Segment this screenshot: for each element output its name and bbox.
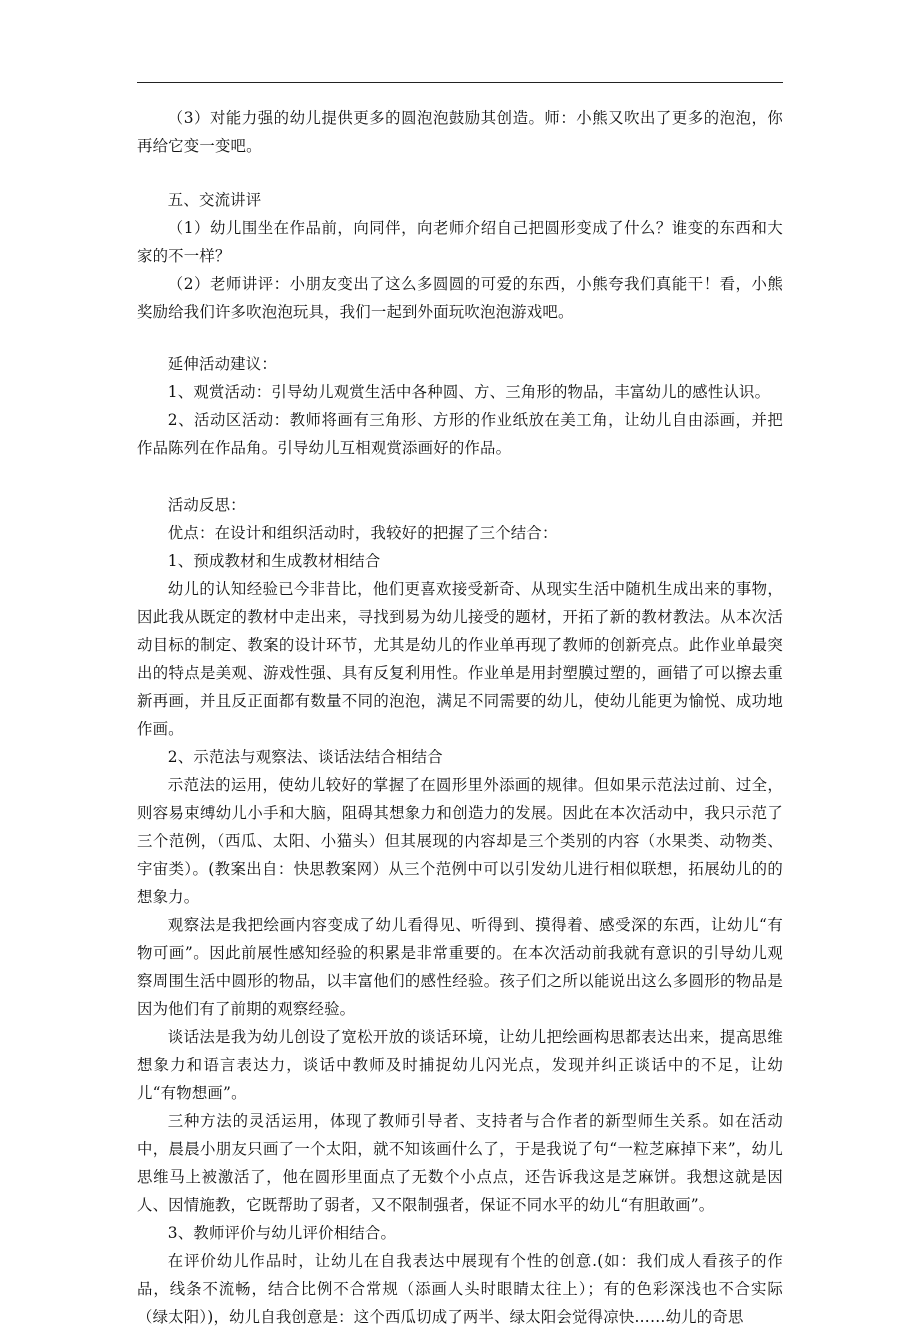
- header-rule: [137, 82, 783, 83]
- subheading: 3、教师评价与幼儿评价相结合。: [167, 1224, 397, 1242]
- paragraph: 在评价幼儿作品时，让幼儿在自我表达中展现有个性的创意.(如：我们成人看孩子的作品，线条不流畅，结合比例不合常规（添画人头时眼睛太往上）；有的色彩深浅也不合实际（绿太阳）)，幼儿自我创意是：这个西瓜切成了两半、绿太阳会觉得凉快……幼儿的奇思: [137, 1252, 783, 1326]
- spacer: [137, 326, 783, 350]
- paragraph: （1）幼儿围坐在作品前，向同伴，向老师介绍自己把圆形变成了什么？谁变的东西和大家的不一样？: [137, 219, 783, 265]
- paragraph: （3）对能力强的幼儿提供更多的圆泡泡鼓励其创造。师：小熊又吹出了更多的泡泡，你再给它变一变吧。: [137, 109, 783, 155]
- subheading: 1、预成教材和生成教材相结合: [167, 552, 381, 570]
- document-body: [137, 104, 783, 1331]
- section-heading: 五、交流讲评: [167, 191, 262, 209]
- paragraph: 优点：在设计和组织活动时，我较好的把握了三个结合：: [167, 524, 558, 542]
- section-heading: 延伸活动建议：: [167, 355, 277, 373]
- paragraph: 示范法的运用，使幼儿较好的掌握了在圆形里外添画的规律。但如果示范法过前、过全，则容易束缚幼儿小手和大脑，阻碍其想象力和创造力的发展。因此在本次活动中，我只示范了三个范例，（西瓜、太阳、小猫头）但其展现的内容却是三个类别的内容（水果类、动物类、宇宙类）。(教案出自：快思教案网）从三个范例中可以引发幼儿进行相似联想，拓展幼儿的的想象力。: [137, 776, 783, 906]
- paragraph: 幼儿的认知经验已今非昔比，他们更喜欢接受新奇、从现实生活中随机生成出来的事物，因此我从既定的教材中走出来，寻找到易为幼儿接受的题材，开拓了新的教材教法。从本次活动目标的制定、教案的设计环节，尤其是幼儿的作业单再现了教师的创新亮点。此作业单最突出的特点是美观、游戏性强、具有反复利用性。作业单是用封塑膜过塑的，画错了可以擦去重新再画，并且反正面都有数量不同的泡泡，满足不同需要的幼儿，使幼儿能更为愉悦、成功地作画。: [137, 580, 783, 738]
- paragraph: 观察法是我把绘画内容变成了幼儿看得见、听得到、摸得着、感受深的东西，让幼儿“有物可画”。因此前展性感知经验的积累是非常重要的。在本次活动前我就有意识的引导幼儿观察周围生活中圆形的物品，以丰富他们的感性经验。孩子们之所以能说出这么多圆形的物品是因为他们有了前期的观察经验。: [137, 916, 783, 1018]
- spacer: [137, 160, 783, 186]
- paragraph: （2）老师讲评：小朋友变出了这么多圆圆的可爱的东西，小熊夸我们真能干！看，小熊奖励给我们许多吹泡泡玩具，我们一起到外面玩吹泡泡游戏吧。: [137, 275, 783, 321]
- paragraph: 三种方法的灵活运用，体现了教师引导者、支持者与合作者的新型师生关系。如在活动中，晨晨小朋友只画了一个太阳，就不知该画什么了，于是我说了句“一粒芝麻掉下来”，幼儿思维马上被激活了，他在圆形里面点了无数个小点点，还告诉我这是芝麻饼。我想这就是因人、因情施教，它既帮助了弱者，又不限制强者，保证不同水平的幼儿“有胆敢画”。: [137, 1112, 783, 1214]
- paragraph: 2、活动区活动：教师将画有三角形、方形的作业纸放在美工角，让幼儿自由添画，并把作品陈列在作品角。引导幼儿互相观赏添画好的作品。: [137, 411, 783, 457]
- section-heading: 活动反思：: [167, 496, 246, 514]
- paragraph: 谈话法是我为幼儿创设了宽松开放的谈话环境，让幼儿把绘画构思都表达出来，提高思维想象力和语言表达力，谈话中教师及时捕捉幼儿闪光点，发现并纠正谈话中的不足，让幼儿“有物想画”。: [137, 1028, 783, 1102]
- spacer: [137, 462, 783, 491]
- paragraph: 1、观赏活动：引导幼儿观赏生活中各种圆、方、三角形的物品，丰富幼儿的感性认识。: [167, 383, 771, 401]
- subheading: 2、示范法与观察法、谈话法结合相结合: [167, 748, 443, 766]
